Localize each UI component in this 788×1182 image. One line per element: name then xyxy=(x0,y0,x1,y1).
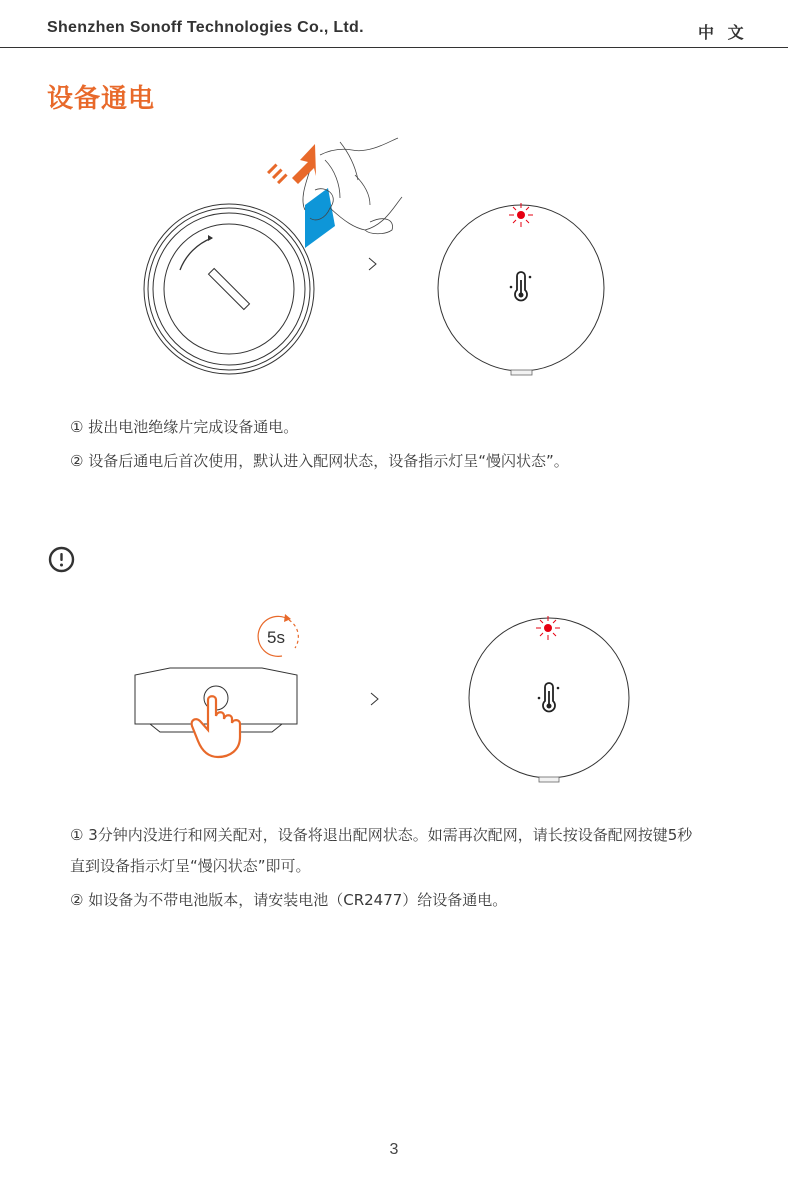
led-indicator-icon xyxy=(509,203,533,227)
language-label: 中 文 xyxy=(698,23,748,42)
timer-icon xyxy=(258,614,298,656)
press-button-illustration xyxy=(120,600,400,780)
battery-pull-illustration xyxy=(130,130,430,400)
sensor-front-illustration-2 xyxy=(460,605,640,790)
step-remove-insulation: ① 拔出电池绝缘片完成设备通电。 xyxy=(70,418,299,436)
step-pairing-mode: ② 设备后通电后首次使用，默认进入配网状态，设备指示灯呈“慢闪状态”。 xyxy=(70,452,569,470)
section-title: 设备通电 xyxy=(47,84,156,114)
page-header xyxy=(0,0,788,48)
exclamation-circle-icon xyxy=(48,546,75,573)
sensor-front-illustration xyxy=(430,190,620,390)
step-pairing-timeout: ① 3分钟内没进行和网关配对，设备将退出配网状态。如需再次配网，请长按设备配网按键5秒 xyxy=(70,826,693,844)
step-install-battery: ② 如设备为不带电池版本，请安装电池（CR2477）给设备通电。 xyxy=(70,891,508,909)
led-indicator-icon xyxy=(536,616,560,640)
step-pairing-timeout-cont: 直到设备指示灯呈“慢闪状态”即可。 xyxy=(70,857,311,875)
company-name: Shenzhen Sonoff Technologies Co., Ltd. xyxy=(47,19,364,36)
svg-text:5s: 5s xyxy=(267,628,285,647)
page-number: 3 xyxy=(389,1141,399,1158)
